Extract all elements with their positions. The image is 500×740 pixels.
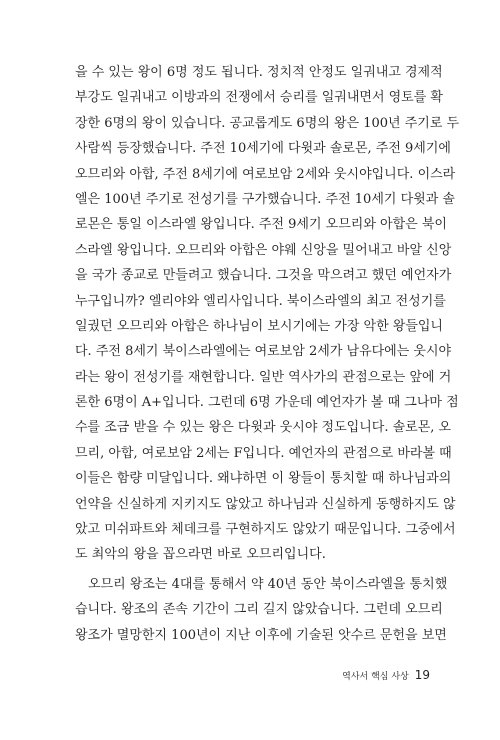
running-title: 역사서 핵심 사상 [342, 672, 409, 682]
text-line: 므리, 아합, 여로보암 2세는 F입니다. 예언자의 관점으로 바라볼 때 [75, 445, 452, 461]
page-footer [342, 668, 430, 682]
text-line: 누구입니까? 엘리야와 엘리사입니다. 북이스라엘의 최고 전성기를 [75, 293, 446, 309]
page-number: 19 [414, 668, 430, 682]
text-line: 다. 주전 8세기 북이스라엘에는 여로보암 2세가 남유다에는 웃시야 [75, 344, 452, 360]
text-line: 오므리와 아합, 주전 8세기에 여로보암 2세와 웃시야입니다. 이스라 [75, 166, 456, 182]
text-line: 스라엘 왕입니다. 오므리와 아합은 야웨 신앙을 밀어내고 바알 신앙 [75, 242, 452, 258]
text-line: 언약을 신실하게 지키지도 않았고 하나님과 신실하게 동행하지도 않 [75, 496, 456, 512]
text-line: 사람씩 등장했습니다. 주전 10세기에 다윗과 솔로몬, 주전 9세기에 [75, 141, 451, 157]
text-line: 이들은 함량 미달입니다. 왜냐하면 이 왕들이 통치할 때 하나님과의 [75, 471, 452, 487]
text-line: 수를 조금 받을 수 있는 왕은 다윗과 웃시야 정도입니다. 솔로몬, 오 [75, 420, 452, 436]
text-line: 로몬은 통일 이스라엘 왕입니다. 주전 9세기 오므리와 아합은 북이 [75, 217, 447, 233]
text-line: 을 수 있는 왕이 6명 정도 됩니다. 정치적 안정도 일궈내고 경제적 [75, 65, 443, 80]
text-line: 라는 왕이 전성기를 재현합니다. 일반 역사가의 관점으로는 앞에 거 [75, 369, 452, 385]
paragraph-1 [75, 60, 460, 568]
text-line: 장한 6명의 왕이 있습니다. 공교롭게도 6명의 왕은 100년 주기로 두 [75, 115, 460, 131]
text-line: 왕조가 멸망한지 100년이 지난 이후에 기술된 앗수르 문헌을 보면 [75, 627, 447, 643]
text-line: 도 최악의 왕을 꼽으라면 바로 오므리입니다. [75, 547, 326, 563]
text-line: 론한 6명이 A+입니다. 그런데 6명 가운데 예언자가 볼 때 그나마 점 [75, 395, 459, 411]
text-line: 부강도 일궈내고 이방과의 전쟁에서 승리를 일궈내면서 영토를 확 [75, 90, 443, 106]
text-line: 았고 미쉬파트와 체데크를 구현하지도 않았기 때문입니다. 그중에서 [75, 522, 456, 538]
text-line: 엘은 100년 주기로 전성기를 구가했습니다. 주전 10세기 다윗과 솔 [75, 191, 455, 207]
text-line: 습니다. 왕조의 존속 기간이 그리 길지 않았습니다. 그런데 오므리 [75, 602, 443, 618]
text-line: 일궜던 오므리와 아합은 하나님이 보시기에는 가장 악한 왕들입니 [75, 318, 443, 334]
paragraph-2 [75, 572, 448, 648]
text-line: 오므리 왕조는 4대를 통해서 약 40년 동안 북이스라엘을 통치했 [88, 577, 448, 592]
text-line: 을 국가 종교로 만들려고 했습니다. 그것을 막으려고 했던 예언자가 [75, 268, 452, 284]
